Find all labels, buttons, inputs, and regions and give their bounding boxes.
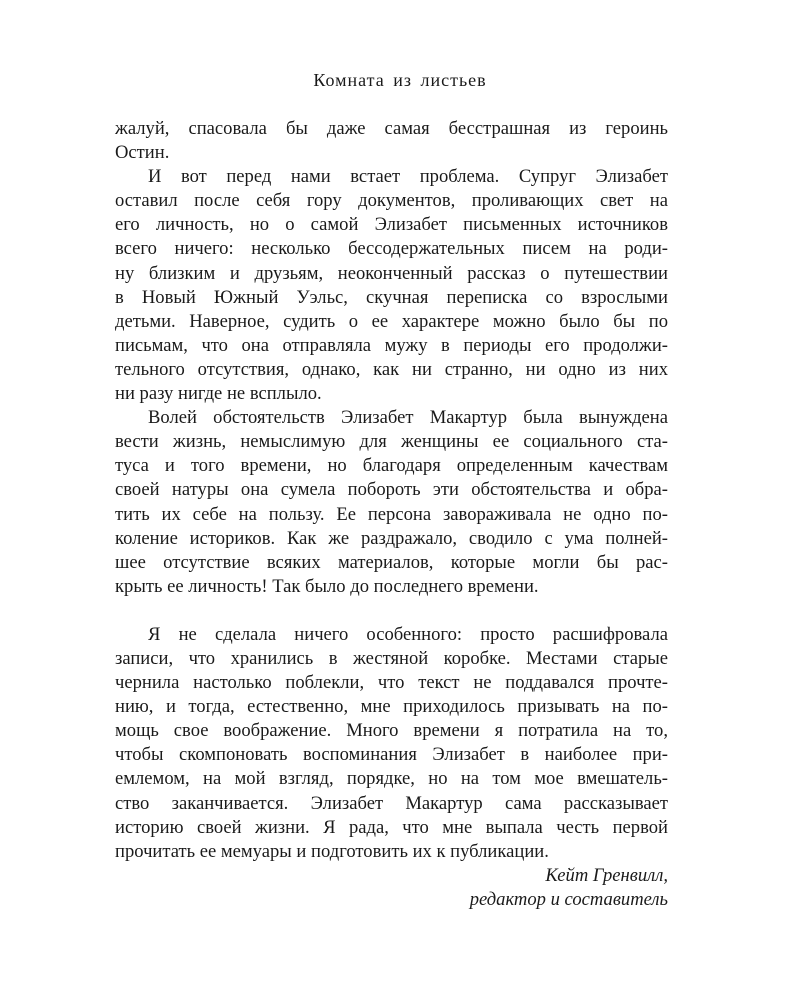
text-line: Остин. bbox=[115, 142, 170, 164]
text-line: тить их себе на пользу. Ее персона завораживала не одно по- bbox=[115, 503, 668, 525]
text-line: коление историков. Как же раздражало, сводило с ума полней- bbox=[115, 527, 668, 549]
text-line: вести жизнь, немыслимую для женщины ее социального ста- bbox=[115, 431, 668, 453]
text-line: своей натуры она сумела побороть эти обстоятельства и обра- bbox=[115, 479, 668, 501]
text-line: И вот перед нами встает проблема. Супруг Элизабет bbox=[148, 166, 668, 188]
paragraph bbox=[115, 623, 668, 864]
text-line: ни разу нигде не всплыло. bbox=[115, 383, 322, 405]
signature-role: редактор и составитель bbox=[469, 888, 668, 910]
text-line: тельного отсутствия, однако, как ни странно, ни одно из них bbox=[115, 358, 668, 380]
paragraph bbox=[115, 165, 668, 406]
paragraph bbox=[115, 117, 668, 165]
section-break bbox=[115, 599, 668, 623]
running-head: Комната из листьев bbox=[313, 70, 487, 90]
text-line: чернила настолько поблекли, что текст не поддавался прочте- bbox=[115, 672, 668, 694]
text-line: чтобы скомпоновать воспоминания Элизабет в наиболее при- bbox=[115, 744, 668, 766]
text-line: письмам, что она отправляла мужу в периоды его продолжи- bbox=[115, 334, 668, 356]
text-line: ну близким и друзьям, неоконченный рассказ о путешествии bbox=[115, 262, 668, 284]
paragraph bbox=[115, 406, 668, 599]
text-line: записи, что хранились в жестяной коробке. Местами старые bbox=[115, 647, 668, 669]
text-line: нию, и тогда, естественно, мне приходилось призывать на по- bbox=[115, 696, 668, 718]
text-line: ство заканчивается. Элизабет Макартур сама рассказывает bbox=[115, 792, 668, 814]
body-text bbox=[115, 117, 668, 912]
text-line: всего ничего: несколько бессодержательных писем на роди- bbox=[115, 238, 668, 260]
signature-name: Кейт Гренвилл, bbox=[545, 864, 668, 886]
text-line: Волей обстоятельств Элизабет Макартур была вынуждена bbox=[148, 407, 668, 429]
text-line: крыть ее личность! Так было до последнего времени. bbox=[115, 575, 539, 597]
text-line: прочитать ее мемуары и подготовить их к публикации. bbox=[115, 840, 549, 862]
text-line: оставил после себя гору документов, проливающих свет на bbox=[115, 190, 668, 212]
text-line: емлемом, на мой взгляд, порядке, но на том мое вмешатель- bbox=[115, 768, 668, 790]
text-line: шее отсутствие всяких материалов, которые могли бы рас- bbox=[115, 551, 668, 573]
text-line: историю своей жизни. Я рада, что мне выпала честь первой bbox=[115, 816, 668, 838]
text-line: жалуй, спасовала бы даже самая бесстрашная из героинь bbox=[115, 118, 668, 139]
text-line: Я не сделала ничего особенного: просто расшифровала bbox=[148, 623, 668, 645]
text-line: туса и того времени, но благодаря определенным качествам bbox=[115, 455, 668, 477]
text-line: в Новый Южный Уэльс, скучная переписка со взрослыми bbox=[115, 286, 668, 308]
text-line: его личность, но о самой Элизабет письменных источников bbox=[115, 214, 668, 236]
text-line: мощь свое воображение. Много времени я потратила на то, bbox=[115, 720, 668, 742]
signature-block bbox=[115, 864, 668, 912]
text-line: детьми. Наверное, судить о ее характере можно было бы по bbox=[115, 310, 668, 332]
